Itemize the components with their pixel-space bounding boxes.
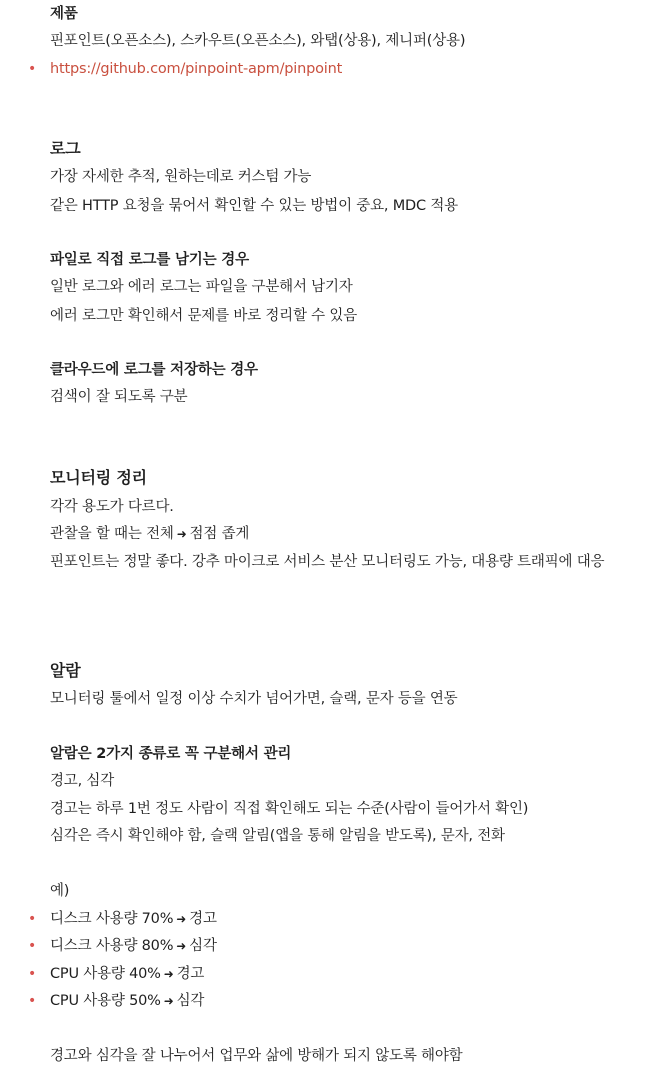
monitoring-heading: 모니터링 정리	[50, 468, 147, 487]
alarm-types-line: 경고, 심각	[50, 773, 115, 789]
example-level: 경고	[176, 966, 205, 982]
file-log-line: 에러 로그만 확인해서 문제를 바로 정리할 수 있음	[50, 308, 358, 324]
example-item	[50, 909, 217, 929]
pinpoint-github-link[interactable]: https://github.com/pinpoint-apm/pinpoint	[50, 61, 343, 77]
example-label: 예)	[50, 883, 70, 899]
example-metric: CPU 사용량 40%	[50, 966, 161, 982]
right-arrow-icon: ➜	[176, 912, 187, 926]
log-heading: 로그	[50, 139, 81, 158]
right-arrow-icon: ➜	[176, 527, 187, 541]
example-level: 경고	[189, 911, 217, 927]
closing-line: 경고와 심각을 잘 나누어서 업무와 삶에 방해가 되지 않도록 해야함	[50, 1048, 463, 1064]
alarm-types-line: 심각은 즉시 확인해야 함, 슬랙 알림(앱을 통해 알림을 받도록), 문자, 전화	[50, 828, 505, 844]
example-metric: 디스크 사용량 80%	[50, 938, 174, 954]
example-item	[50, 936, 217, 956]
cloud-log-line: 검색이 잘 되도록 구분	[50, 389, 188, 405]
bullet-dot-icon: •	[28, 993, 37, 1009]
alarm-line: 모니터링 툴에서 일정 이상 수치가 넘어가면, 슬랙, 문자 등을 연동	[50, 691, 458, 707]
alarm-types-line: 경고는 하루 1번 정도 사람이 직접 확인해도 되는 수준(사람이 들어가서 확인)	[50, 801, 529, 817]
bullet-dot-icon: •	[28, 911, 37, 927]
log-line: 가장 자세한 추적, 원하는데로 커스텀 가능	[50, 169, 312, 185]
example-metric: 디스크 사용량 70%	[50, 911, 174, 927]
product-list: 핀포인트(오픈소스), 스카우트(오픈소스), 와탭(상용), 제니퍼(상용)	[50, 33, 466, 49]
bullet-dot-icon: •	[28, 938, 37, 954]
right-arrow-icon: ➜	[176, 939, 187, 953]
example-item	[50, 991, 204, 1011]
example-level: 심각	[176, 993, 205, 1009]
example-metric: CPU 사용량 50%	[50, 993, 161, 1009]
bullet-dot-icon: •	[28, 966, 37, 982]
right-arrow-icon: ➜	[163, 994, 174, 1008]
alarm-types-heading: 알람은 2가지 종류로 꼭 구분해서 관리	[50, 746, 292, 762]
monitoring-line-part: 점점 좁게	[189, 526, 250, 542]
bullet-dot-icon: •	[28, 61, 37, 77]
alarm-heading: 알람	[50, 661, 81, 680]
monitoring-line: 핀포인트는 정말 좋다. 강추 마이크로 서비스 분산 모니터링도 가능, 대용량 트래픽에 대응	[50, 554, 605, 570]
example-level: 심각	[189, 938, 217, 954]
product-heading: 제품	[50, 6, 78, 22]
monitoring-line	[50, 524, 249, 544]
cloud-log-heading: 클라우드에 로그를 저장하는 경우	[50, 362, 258, 378]
file-log-line: 일반 로그와 에러 로그는 파일을 구분해서 남기자	[50, 279, 353, 295]
right-arrow-icon: ➜	[163, 967, 174, 981]
example-item	[50, 964, 204, 984]
file-log-heading: 파일로 직접 로그를 남기는 경우	[50, 252, 249, 268]
log-line: 같은 HTTP 요청을 묶어서 확인할 수 있는 방법이 중요, MDC 적용	[50, 198, 458, 214]
monitoring-line: 각각 용도가 다르다.	[50, 499, 174, 515]
monitoring-line-part: 관찰을 할 때는 전체	[50, 526, 174, 542]
